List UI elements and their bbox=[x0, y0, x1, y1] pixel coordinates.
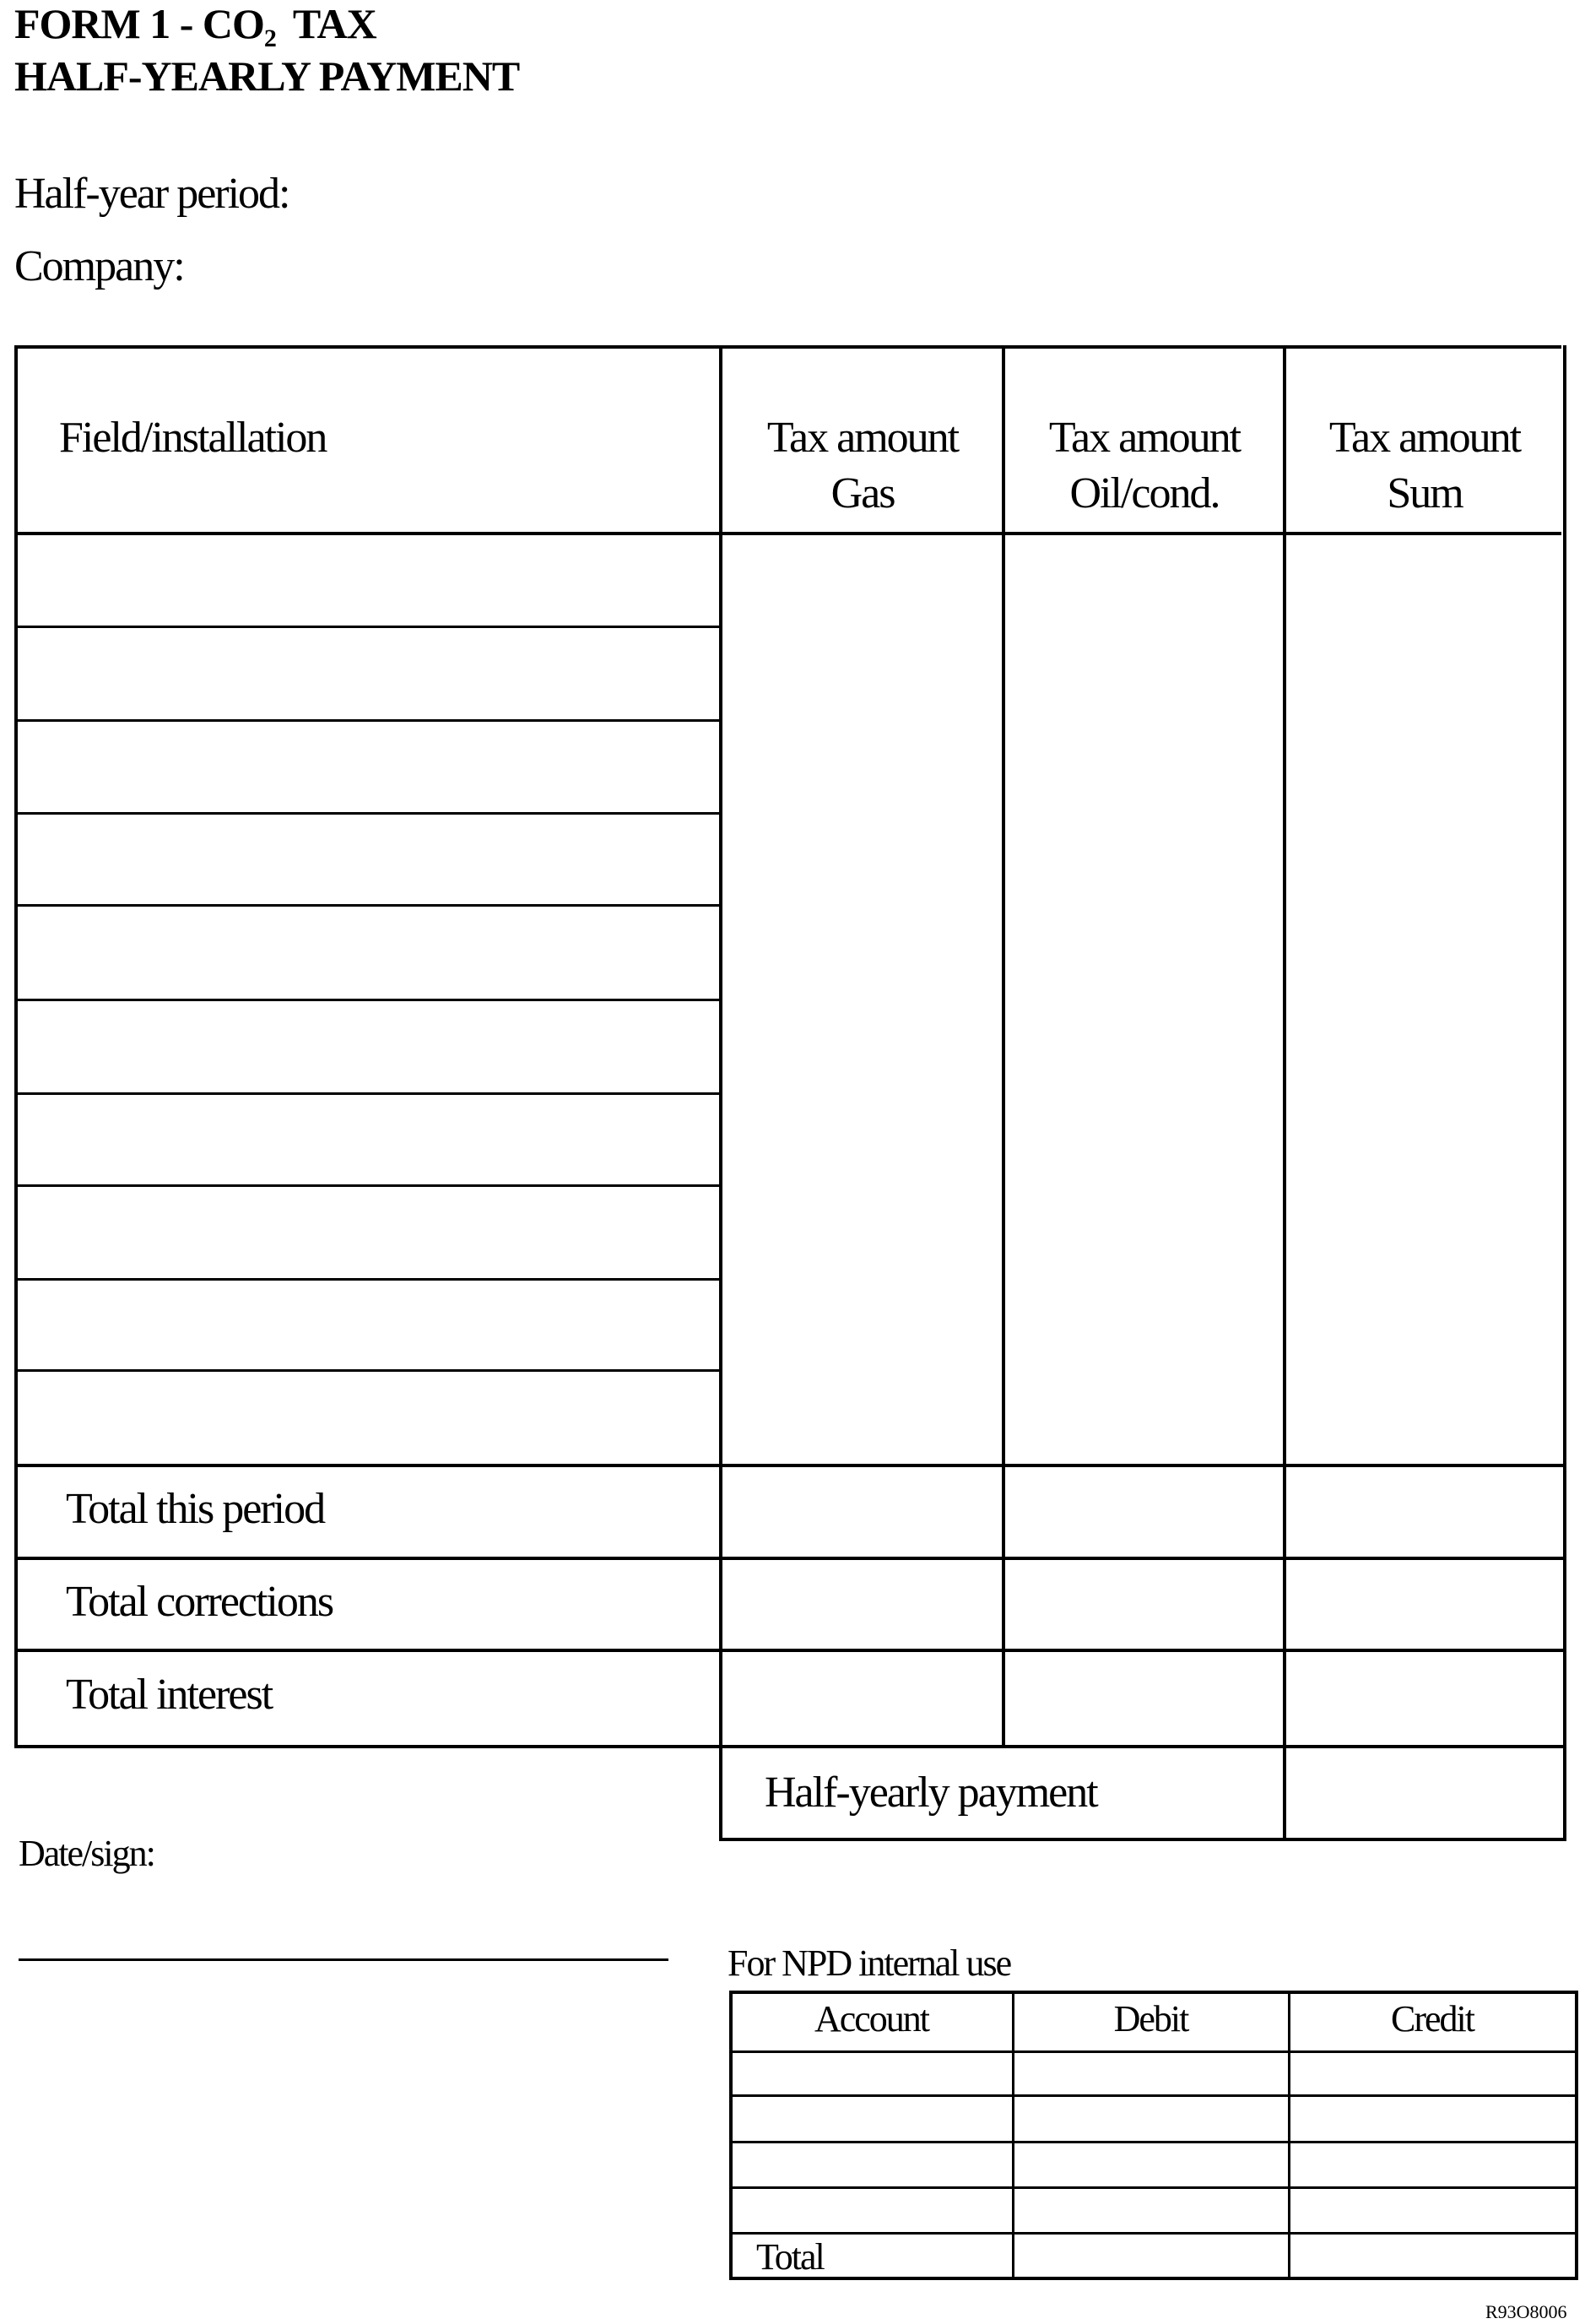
total-interest-oil[interactable] bbox=[1006, 1653, 1281, 1743]
col-header-gas-line1: Tax amount bbox=[766, 414, 959, 462]
totals-divider bbox=[14, 1649, 1566, 1652]
entry-row-divider bbox=[14, 812, 719, 815]
column-divider-3 bbox=[1283, 345, 1286, 1839]
signature-field[interactable] bbox=[19, 1891, 668, 1955]
internal-top-border bbox=[729, 1991, 1578, 1994]
entry-row-divider bbox=[14, 904, 719, 907]
total-interest-gas[interactable] bbox=[723, 1653, 1000, 1743]
half-year-period-value[interactable] bbox=[354, 169, 1536, 219]
total-this-period-oil[interactable] bbox=[1006, 1468, 1281, 1555]
col-header-oil bbox=[1004, 410, 1285, 522]
date-sign-label: Date/sign: bbox=[19, 1833, 154, 1874]
col-header-sum-line2: Sum bbox=[1387, 469, 1463, 517]
field-entry-row[interactable] bbox=[19, 629, 717, 718]
internal-col-debit: Debit bbox=[1113, 1998, 1188, 2040]
signature-line bbox=[19, 1958, 668, 1961]
col-header-gas bbox=[722, 410, 1003, 522]
internal-total-label: Total bbox=[756, 2236, 824, 2278]
column-divider-1 bbox=[719, 345, 722, 1839]
internal-header-bottom bbox=[729, 2050, 1578, 2053]
total-interest-sum[interactable] bbox=[1287, 1653, 1561, 1743]
oil-amount-column[interactable] bbox=[1006, 535, 1281, 1462]
company-label: Company: bbox=[14, 242, 184, 290]
title-subscript: 2 bbox=[263, 24, 276, 52]
total-corrections-oil[interactable] bbox=[1006, 1561, 1281, 1647]
total-interest-label: Total interest bbox=[66, 1671, 273, 1719]
col-header-field-text: Field/installation bbox=[59, 414, 327, 462]
internal-row-divider bbox=[729, 2141, 1578, 2143]
totals-bottom-border bbox=[14, 1745, 1566, 1748]
internal-bottom-border bbox=[729, 2277, 1578, 2280]
field-entry-row[interactable] bbox=[19, 907, 717, 997]
half-yearly-payment-value[interactable] bbox=[1287, 1749, 1561, 1836]
totals-top-border bbox=[14, 1464, 1566, 1467]
col-header-field bbox=[59, 410, 326, 466]
field-entry-row[interactable] bbox=[19, 1002, 717, 1091]
field-entry-row[interactable] bbox=[19, 815, 717, 902]
total-corrections-sum[interactable] bbox=[1287, 1561, 1561, 1647]
field-entry-row[interactable] bbox=[19, 535, 717, 624]
field-entry-row[interactable] bbox=[19, 1281, 717, 1368]
table-left-border bbox=[14, 345, 18, 1746]
field-entry-row[interactable] bbox=[19, 1373, 717, 1462]
title-suffix: TAX bbox=[292, 0, 376, 47]
entry-row-divider bbox=[14, 1092, 719, 1095]
form-subtitle: HALF-YEARLY PAYMENT bbox=[14, 52, 520, 100]
col-header-sum bbox=[1285, 410, 1564, 522]
entry-row-divider bbox=[14, 1278, 719, 1281]
field-entry-row[interactable] bbox=[19, 1188, 717, 1276]
title-prefix: FORM 1 - CO bbox=[14, 0, 264, 47]
internal-row-divider bbox=[729, 2232, 1578, 2235]
col-header-gas-line2: Gas bbox=[830, 469, 895, 517]
half-yearly-payment-label: Half-yearly payment bbox=[765, 1769, 1097, 1817]
company-value[interactable] bbox=[228, 241, 1494, 292]
totals-divider bbox=[14, 1557, 1566, 1560]
field-entry-row[interactable] bbox=[19, 723, 717, 810]
col-header-oil-line2: Oil/cond. bbox=[1069, 469, 1220, 517]
internal-col-account: Account bbox=[814, 1998, 929, 2040]
internal-use-title: For NPD internal use bbox=[728, 1942, 1011, 1984]
payment-bottom-border bbox=[719, 1838, 1566, 1841]
col-header-sum-line1: Tax amount bbox=[1328, 414, 1521, 462]
entry-row-divider bbox=[14, 1369, 719, 1372]
column-divider-2 bbox=[1002, 345, 1005, 1745]
internal-right-border bbox=[1575, 1991, 1578, 2280]
total-corrections-gas[interactable] bbox=[723, 1561, 1000, 1647]
table-top-border bbox=[14, 345, 1561, 349]
total-this-period-gas[interactable] bbox=[723, 1468, 1000, 1555]
internal-col-credit: Credit bbox=[1391, 1998, 1474, 2040]
internal-row-divider bbox=[729, 2186, 1578, 2189]
entry-row-divider bbox=[14, 999, 719, 1001]
field-entry-row[interactable] bbox=[19, 1096, 717, 1183]
half-year-period-label: Half-year period: bbox=[14, 170, 289, 218]
sum-amount-column[interactable] bbox=[1287, 535, 1561, 1462]
total-this-period-sum[interactable] bbox=[1287, 1468, 1561, 1555]
total-corrections-label: Total corrections bbox=[66, 1578, 333, 1626]
total-this-period-label: Total this period bbox=[66, 1485, 325, 1533]
table-right-border bbox=[1563, 345, 1566, 1839]
gas-amount-column[interactable] bbox=[723, 535, 1000, 1462]
entry-row-divider bbox=[14, 719, 719, 722]
internal-row-divider bbox=[729, 2094, 1578, 2097]
col-header-oil-line1: Tax amount bbox=[1048, 414, 1241, 462]
form-code: R93O8006 bbox=[1485, 2301, 1567, 2322]
entry-row-divider bbox=[14, 626, 719, 628]
entry-row-divider bbox=[14, 1184, 719, 1187]
